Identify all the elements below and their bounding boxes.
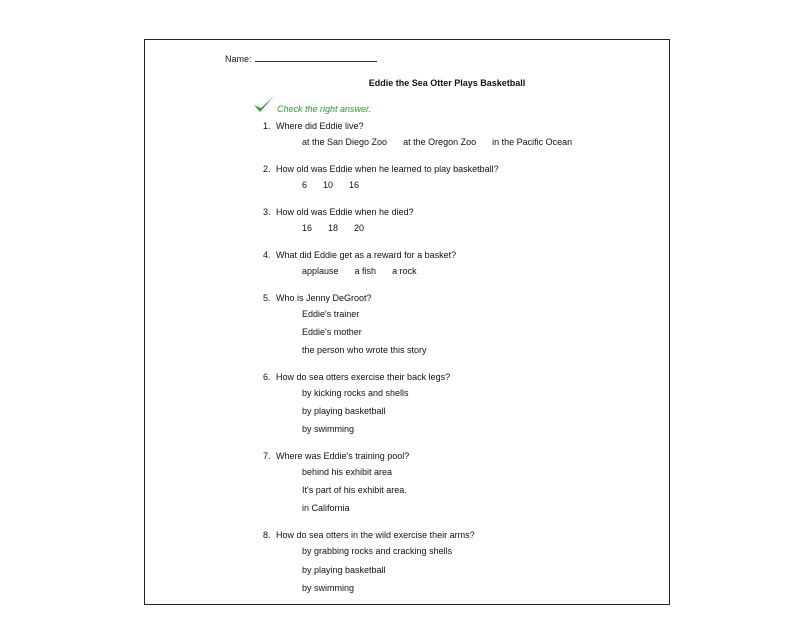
name-label: Name: xyxy=(225,54,252,64)
question-6 xyxy=(263,372,450,382)
question-number: 6. xyxy=(263,372,271,382)
question-number: 5. xyxy=(263,293,271,303)
question-number: 4. xyxy=(263,250,271,260)
answer-option[interactable]: a fish xyxy=(354,266,377,276)
question-text: How do sea otters in the wild exercise their arms? xyxy=(276,530,475,540)
question-4 xyxy=(263,250,456,260)
question-text: How old was Eddie when he learned to play basketball? xyxy=(276,164,499,174)
question-2 xyxy=(263,164,499,174)
answer-option[interactable]: 18 xyxy=(328,223,339,233)
worksheet-title: Eddie the Sea Otter Plays Basketball xyxy=(368,78,526,88)
worksheet-page xyxy=(144,39,670,605)
question-5 xyxy=(263,293,372,303)
question-8 xyxy=(263,530,475,540)
question-number: 3. xyxy=(263,207,271,217)
answer-option[interactable]: by grabbing rocks and cracking shells xyxy=(302,546,453,556)
question-3 xyxy=(263,207,414,217)
question-number: 7. xyxy=(263,451,271,461)
question-7 xyxy=(263,451,409,461)
answer-option[interactable]: 20 xyxy=(354,223,365,233)
question-number: 1. xyxy=(263,121,271,131)
answer-option[interactable]: 16 xyxy=(349,180,360,190)
answer-option[interactable]: 10 xyxy=(323,180,334,190)
answer-option[interactable]: in California xyxy=(302,503,350,513)
answer-option[interactable]: behind his exhibit area xyxy=(302,467,393,477)
question-text: Where was Eddie's training pool? xyxy=(276,451,410,461)
answer-option[interactable]: by swimming xyxy=(302,424,355,434)
answer-option[interactable]: the person who wrote this story xyxy=(302,345,427,355)
name-blank-line[interactable] xyxy=(255,52,377,62)
answer-option[interactable]: Eddie's trainer xyxy=(302,309,360,319)
answer-option[interactable]: by playing basketball xyxy=(302,565,386,575)
answer-option[interactable]: Eddie's mother xyxy=(302,327,362,337)
answers-1 xyxy=(302,137,588,147)
answer-option[interactable]: in the Pacific Ocean xyxy=(492,137,573,147)
answer-option[interactable]: 16 xyxy=(302,223,313,233)
answer-option[interactable]: by playing basketball xyxy=(302,406,386,416)
question-text: What did Eddie get as a reward for a basket? xyxy=(276,250,457,260)
checkmark-icon xyxy=(253,95,275,115)
answer-option[interactable]: a rock xyxy=(392,266,417,276)
answer-option[interactable]: It's part of his exhibit area. xyxy=(302,485,407,495)
question-text: Where did Eddie live? xyxy=(276,121,364,131)
answer-option[interactable]: at the Oregon Zoo xyxy=(403,137,477,147)
question-number: 8. xyxy=(263,530,271,540)
question-1 xyxy=(263,121,364,131)
question-number: 2. xyxy=(263,164,271,174)
answer-option[interactable]: at the San Diego Zoo xyxy=(302,137,388,147)
answers-3 xyxy=(302,223,380,233)
instruction-text: Check the right answer. xyxy=(277,104,372,114)
answer-option[interactable]: applause xyxy=(302,266,339,276)
name-row xyxy=(225,52,377,64)
question-text: How old was Eddie when he died? xyxy=(276,207,414,217)
answer-option[interactable]: by swimming xyxy=(302,583,355,593)
answer-option[interactable]: 6 xyxy=(302,180,308,190)
question-text: Who is Jenny DeGroot? xyxy=(276,293,372,303)
answers-2 xyxy=(302,180,375,190)
answers-4 xyxy=(302,266,433,276)
answer-option[interactable]: by kicking rocks and shells xyxy=(302,388,409,398)
question-text: How do sea otters exercise their back legs? xyxy=(276,372,451,382)
